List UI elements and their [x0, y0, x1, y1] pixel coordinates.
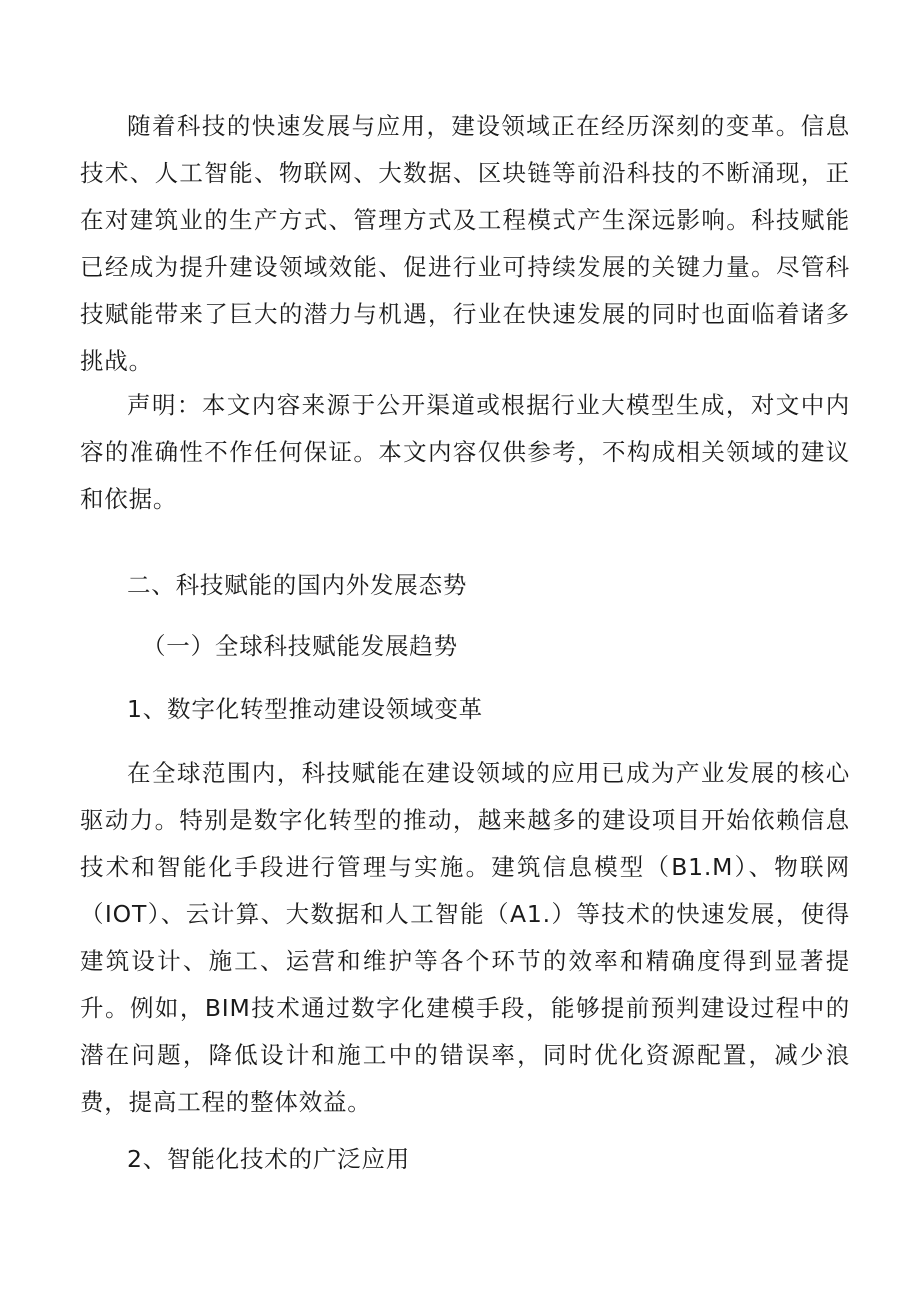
item2-heading: 2、智能化技术的广泛应用 [127, 1145, 411, 1173]
item1-heading: 1、数字化转型推动建设领域变革 [127, 695, 483, 723]
subsection-heading: （一）全球科技赋能发展趋势 [142, 632, 458, 660]
item1-paragraph: 在全球范围内，科技赋能在建设领域的应用已成为产业发展的核心驱动力。特别是数字化转型的推动，越来越多的建设项目开始依赖信息技术和智能化手段进行管理与实施。建筑信息模型（B1.M）、物联网（IOT）、云计算、大数据和人工智能（A1.）等技术的快速发展，使得建筑设计、施工、运营和维护等各个环节的效率和精确度得到显著提升。例如，BIM技术通过数字化建模手段，能够提前预判建设过程中的潜在问题，降低设计和施工中的错误率，同时优化资源配置，减少浪费，提高工程的整体效益。 [80, 759, 850, 1116]
disclaimer-paragraph: 声明：本文内容来源于公开渠道或根据行业大模型生成，对文中内容的准确性不作任何保证。本文内容仅供参考，不构成相关领域的建议和依据。 [80, 391, 850, 513]
section-heading: 二、科技赋能的国内外发展态势 [127, 571, 468, 599]
intro-paragraph: 随着科技的快速发展与应用，建设领域正在经历深刻的变革。信息技术、人工智能、物联网、大数据、区块链等前沿科技的不断涌现，正在对建筑业的生产方式、管理方式及工程模式产生深远影响。科技赋能已经成为提升建设领域效能、促进行业可持续发展的关键力量。尽管科技赋能带来了巨大的潜力与机遇，行业在快速发展的同时也面临着诸多挑战。 [80, 112, 850, 375]
